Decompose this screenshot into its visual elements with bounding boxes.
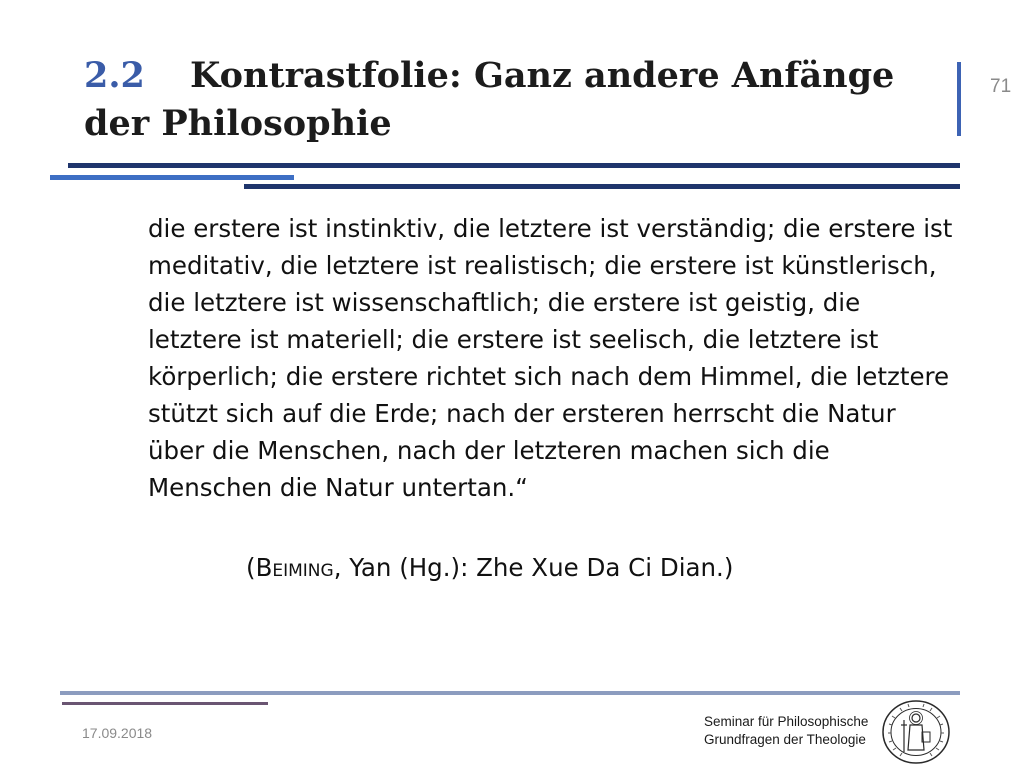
citation [246, 549, 946, 586]
footer-date: 17.09.2018 [82, 725, 153, 741]
footer-rule [60, 691, 960, 695]
institution-line-2: Grundfragen der Theologie [704, 732, 866, 747]
institution-line-1: Seminar für Philosophische [704, 714, 869, 729]
header-rule-bottom [244, 184, 960, 189]
slide-title [84, 52, 954, 148]
slide-number: 71 [990, 76, 1012, 97]
citation-rest: , Yan (Hg.): Zhe Xue Da Ci Dian.) [333, 553, 734, 582]
section-number: 2.2 [84, 55, 145, 96]
header-rule-top [68, 163, 960, 168]
header-rule-accent [50, 175, 294, 180]
citation-author: Beiming [255, 553, 334, 582]
footer-rule-accent [62, 702, 268, 705]
university-seal-icon [880, 698, 952, 766]
citation-open: ( [246, 553, 256, 582]
quote-body: die erstere ist instinktiv, die letztere ist verständig; die erstere ist meditativ, die letztere ist realistisch; die erstere ist künstlerisch, die letztere ist wissenschaftlich; die erstere ist geistig, die letztere ist materiell; die erstere ist seelisch, die letztere ist körperlich; die erstere richtet sich nach dem Himmel, die letztere stützt sich auf die Erde; nach der ersteren herrscht die Natur über die Menschen, nach der letzteren machen sich die Menschen die Natur untertan.“ [148, 214, 953, 502]
title-text: Kontrastfolie: Ganz andere Anfänge der Philosophie [84, 55, 895, 144]
slide-number-divider [957, 62, 961, 136]
footer-institution [704, 713, 884, 749]
